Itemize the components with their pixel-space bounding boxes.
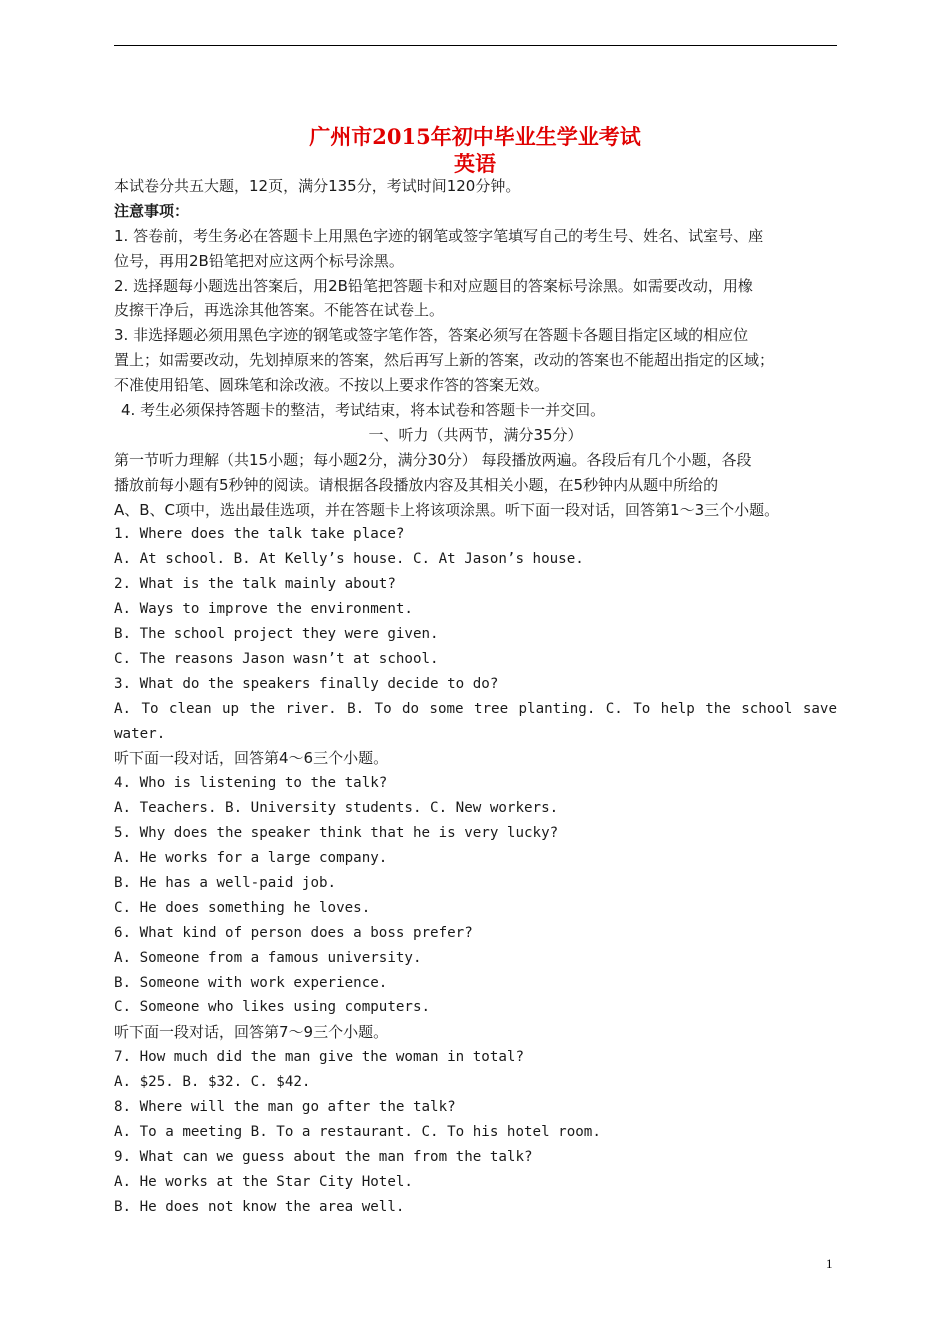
answer-option: B. He does not know the area well. <box>114 1198 405 1215</box>
section-heading: 一、听力（共两节，满分35分） <box>368 425 583 444</box>
note-line: 1. 答卷前，考生务必在答题卡上用黑色字迹的钢笔或签字笔填写自己的考生号、姓名、试室号、座 <box>114 226 764 245</box>
dialogue-instruction: 听下面一段对话，回答第4～6三个小题。 <box>114 749 389 768</box>
answer-options: A. Teachers. B. University students. C. New workers. <box>114 800 559 817</box>
section-instruction: A、B、C项中，选出最佳选项，并在答题卡上将该项涂黑。听下面一段对话，回答第1～3三个小题。 <box>114 500 780 519</box>
question: 5. Why does the speaker think that he is very lucky? <box>114 825 559 842</box>
answer-option: C. He does something he loves. <box>114 899 371 916</box>
section-instruction: 播放前每小题有5秒钟的阅读。请根据各段播放内容及其相关小题，在5秒钟内从题中所给的 <box>114 475 719 494</box>
notes-heading: 注意事项： <box>114 201 190 220</box>
answer-options: A. $25. B. $32. C. $42. <box>114 1074 311 1091</box>
note-line: 3. 非选择题必须用黑色字迹的钢笔或签字笔作答，答案必须写在答题卡各题目指定区域的相应位 <box>114 326 749 345</box>
answer-option: A. Someone from a famous university. <box>114 949 422 966</box>
answer-option: A. He works at the Star City Hotel. <box>114 1173 413 1190</box>
answer-option: C. The reasons Jason wasn’t at school. <box>114 650 439 667</box>
section-instruction: 第一节听力理解（共15小题；每小题2分，满分30分） 每段播放两遍。各段后有几个小题，各段 <box>114 450 752 469</box>
answer-option: A. He works for a large company. <box>114 850 388 867</box>
note-line: 皮擦干净后，再选涂其他答案。不能答在试卷上。 <box>114 301 445 320</box>
note-line: 不准使用铅笔、圆珠笔和涂改液。不按以上要求作答的答案无效。 <box>114 376 550 395</box>
answer-option: B. He has a well-paid job. <box>114 874 337 891</box>
answer-options: A. To a meeting B. To a restaurant. C. To his hotel room. <box>114 1123 601 1140</box>
dialogue-instruction: 听下面一段对话，回答第7～9三个小题。 <box>114 1023 389 1042</box>
note-line: 4. 考生必须保持答题卡的整洁，考试结束，将本试卷和答题卡一并交回。 <box>121 401 606 420</box>
answer-option: C. Someone who likes using computers. <box>114 999 431 1016</box>
question: 8. Where will the man go after the talk? <box>114 1098 456 1115</box>
answer-option: B. Someone with work experience. <box>114 974 388 991</box>
exam-info: 本试卷分共五大题，12页，满分135分，考试时间120分钟。 <box>114 177 521 195</box>
exam-body <box>114 174 837 1219</box>
question: 1. Where does the talk take place? <box>114 526 405 543</box>
question: 4. Who is listening to the talk? <box>114 775 388 792</box>
note-line: 位号，再用2B铅笔把对应这两个标号涂黑。 <box>114 251 404 270</box>
exam-subject: 英语 <box>454 151 496 176</box>
note-line: 2. 选择题每小题选出答案后，用2B铅笔把答题卡和对应题目的答案标号涂黑。如需要改动，用橡 <box>114 276 753 295</box>
question: 9. What can we guess about the man from the talk? <box>114 1148 533 1165</box>
answer-options: A. At school. B. At Kelly’s house. C. At Jason’s house. <box>114 551 584 568</box>
question: 7. How much did the man give the woman in total? <box>114 1049 524 1066</box>
answer-options: A. To clean up the river. B. To do some tree planting. C. To help the school save <box>114 700 837 717</box>
question: 6. What kind of person does a boss prefer? <box>114 924 473 941</box>
question: 3. What do the speakers finally decide to do? <box>114 675 499 692</box>
answer-options: water. <box>114 725 166 742</box>
exam-title: 广州市2015年初中毕业生学业考试 <box>309 124 641 149</box>
answer-option: A. Ways to improve the environment. <box>114 601 413 618</box>
header-rule <box>114 45 837 46</box>
note-line: 置上；如需要改动，先划掉原来的答案，然后再写上新的答案，改动的答案也不能超出指定的区域； <box>114 351 775 370</box>
page-number: 1 <box>826 1256 833 1271</box>
answer-option: B. The school project they were given. <box>114 626 439 643</box>
question: 2. What is the talk mainly about? <box>114 576 396 593</box>
